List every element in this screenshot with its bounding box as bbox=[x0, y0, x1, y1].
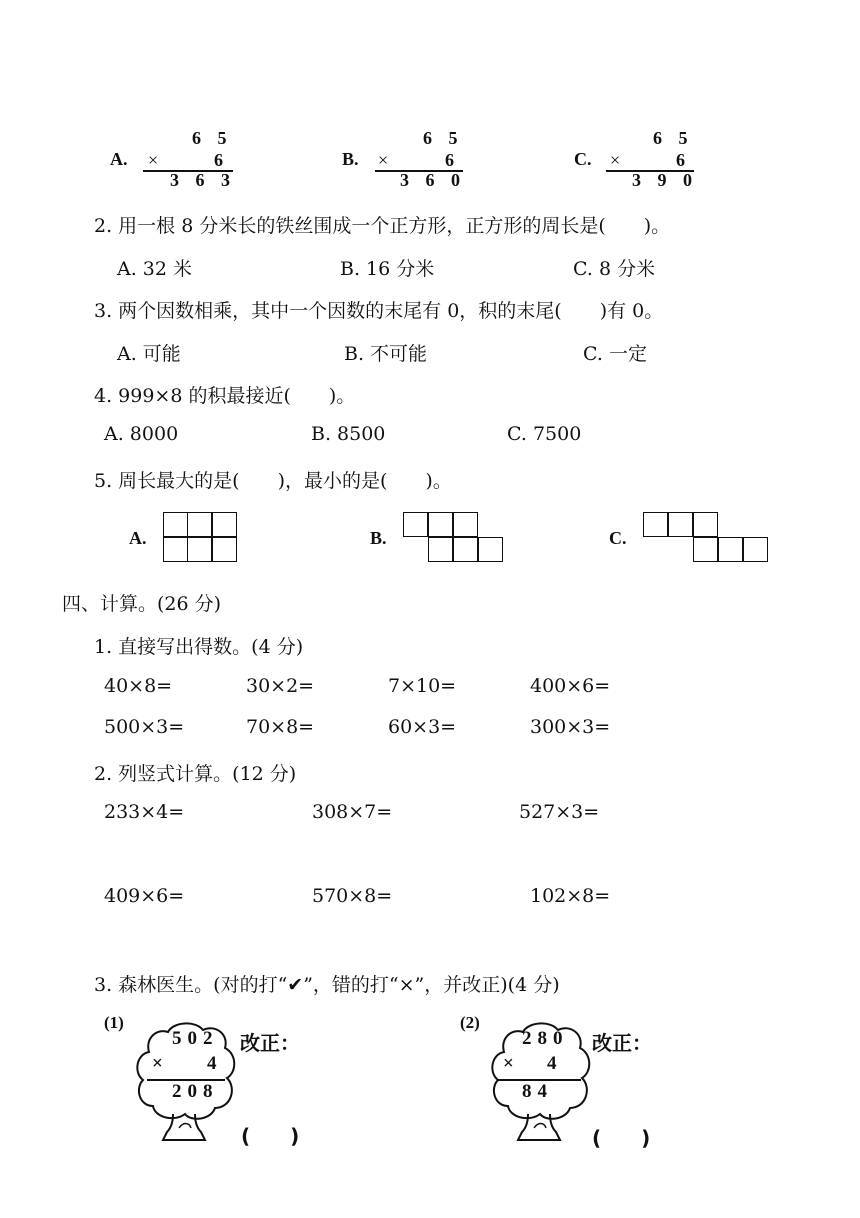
multiplier: 6 bbox=[445, 150, 454, 170]
vertical-calc-item: 527×3= bbox=[519, 801, 600, 823]
product: 3 6 0 bbox=[400, 170, 466, 190]
multiplier: 4 bbox=[207, 1053, 217, 1074]
calc2-title: 2. 列竖式计算。(12 分) bbox=[94, 763, 297, 785]
q4-option-a: A. 8000 bbox=[104, 423, 179, 445]
oral-calc-item: 400×6= bbox=[530, 675, 611, 697]
grid-cell bbox=[163, 537, 188, 562]
item-number: (2) bbox=[460, 1013, 480, 1032]
option-label: A. bbox=[110, 149, 128, 169]
option-label: C. bbox=[574, 149, 592, 169]
grid-cell bbox=[718, 537, 743, 562]
vertical-calc-item: 233×4= bbox=[104, 801, 185, 823]
multiplicand: 6 5 bbox=[653, 128, 694, 148]
grid-cell bbox=[693, 512, 718, 537]
correction-label: 改正： bbox=[240, 1031, 300, 1055]
multiplicand: 6 5 bbox=[423, 128, 464, 148]
q2-option-b: B. 16 分米 bbox=[340, 258, 435, 280]
grid-cell bbox=[212, 537, 237, 562]
multiplier: 6 bbox=[676, 150, 685, 170]
option-label: B. bbox=[342, 149, 359, 169]
grid-cell bbox=[403, 512, 428, 537]
grid-cell bbox=[163, 512, 188, 537]
q3-option-c: C. 一定 bbox=[583, 343, 647, 365]
grid-cell bbox=[693, 537, 718, 562]
answer-paren[interactable]: ( ) bbox=[592, 1126, 651, 1150]
vertical-calc-item: 102×8= bbox=[530, 885, 611, 907]
times-sign: × bbox=[503, 1053, 514, 1074]
oral-calc-item: 70×8= bbox=[246, 716, 315, 738]
q3-option-b: B. 不可能 bbox=[344, 343, 428, 365]
product: 3 9 0 bbox=[632, 170, 698, 190]
vertical-calc-item: 308×7= bbox=[312, 801, 393, 823]
vertical-calc-item: 409×6= bbox=[104, 885, 185, 907]
option-label: A. bbox=[129, 528, 147, 548]
multiplicand: 6 5 bbox=[192, 128, 233, 148]
multiplier: 6 bbox=[214, 150, 223, 170]
grid-cell bbox=[478, 537, 503, 562]
q5-text: 5. 周长最大的是( )，最小的是( )。 bbox=[94, 470, 452, 492]
oral-calc-item: 500×3= bbox=[104, 716, 185, 738]
section-title: 四、计算。(26 分) bbox=[62, 593, 222, 615]
q4-option-c: C. 7500 bbox=[507, 423, 582, 445]
answer-paren[interactable]: ( ) bbox=[241, 1124, 300, 1148]
vertical-calc-item: 570×8= bbox=[312, 885, 393, 907]
grid-cell bbox=[212, 512, 237, 537]
product: 3 6 3 bbox=[170, 170, 236, 190]
grid-cell bbox=[643, 512, 668, 537]
grid-cell bbox=[743, 537, 768, 562]
product: 208 bbox=[172, 1081, 219, 1102]
item-number: (1) bbox=[104, 1013, 124, 1032]
option-label: B. bbox=[370, 528, 387, 548]
grid-cell bbox=[187, 512, 212, 537]
times-sign: × bbox=[148, 150, 159, 170]
grid-cell bbox=[668, 512, 693, 537]
correction-label: 改正： bbox=[592, 1031, 652, 1055]
oral-calc-item: 300×3= bbox=[530, 716, 611, 738]
times-sign: × bbox=[378, 150, 389, 170]
grid-cell bbox=[453, 537, 478, 562]
oral-calc-item: 7×10= bbox=[388, 675, 457, 697]
multiplicand: 280 bbox=[522, 1028, 569, 1049]
product: 84 bbox=[522, 1081, 553, 1102]
q2-text: 2. 用一根 8 分米长的铁丝围成一个正方形，正方形的周长是( )。 bbox=[94, 215, 671, 237]
oral-calc-item: 30×2= bbox=[246, 675, 315, 697]
grid-cell bbox=[428, 512, 453, 537]
oral-calc-item: 40×8= bbox=[104, 675, 173, 697]
grid-cell bbox=[428, 537, 453, 562]
grid-cell bbox=[453, 512, 478, 537]
option-label: C. bbox=[609, 528, 627, 548]
q3-text: 3. 两个因数相乘，其中一个因数的末尾有 0，积的末尾( )有 0。 bbox=[94, 300, 664, 322]
q3-option-a: A. 可能 bbox=[117, 343, 181, 365]
multiplicand: 502 bbox=[172, 1028, 219, 1049]
q2-option-c: C. 8 分米 bbox=[573, 258, 656, 280]
calc3-title: 3. 森林医生。(对的打“✔”，错的打“×”，并改正)(4 分) bbox=[94, 974, 560, 996]
q4-option-b: B. 8500 bbox=[311, 423, 386, 445]
times-sign: × bbox=[610, 150, 621, 170]
oral-calc-item: 60×3= bbox=[388, 716, 457, 738]
grid-cell bbox=[187, 537, 212, 562]
q2-option-a: A. 32 米 bbox=[117, 258, 193, 280]
times-sign: × bbox=[152, 1053, 163, 1074]
q4-text: 4. 999×8 的积最接近( )。 bbox=[94, 385, 356, 407]
calc1-title: 1. 直接写出得数。(4 分) bbox=[94, 636, 304, 658]
multiplier: 4 bbox=[547, 1053, 557, 1074]
